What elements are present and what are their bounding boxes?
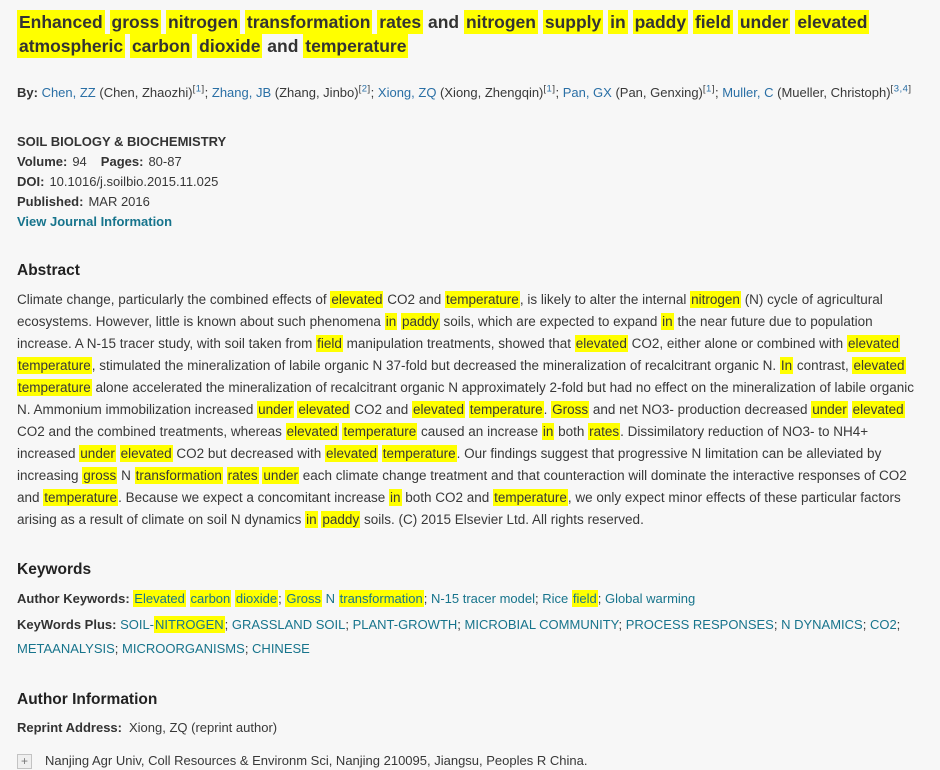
keyword-link[interactable]: field [572,591,597,606]
text-segment: , is likely to alter the internal [519,292,691,307]
highlighted-term: Enhanced [19,12,103,32]
text-segment: manipulation treatments, showed that [342,336,575,351]
highlighted-term: gross [83,468,117,483]
text-segment: By: [17,85,42,100]
affiliation-ref-link[interactable]: 2 [361,83,368,95]
text-segment: CO2 and [383,292,446,307]
text-segment: (Xiong, Zhengqin) [436,85,544,100]
keyword-link[interactable]: dioxide [235,591,278,606]
sup-bracket: ] [367,83,371,95]
address-row [17,752,924,770]
text-segment: (Zhang, Jinbo) [271,85,359,100]
highlighted-term: field [694,12,731,32]
highlighted-term: under [812,402,847,417]
keyword-link[interactable] [186,591,190,606]
keyword-link[interactable]: Global warming [604,591,696,606]
keywords-heading: Keywords [17,561,92,578]
text-segment: , we only expect minor effects of these particular factors arising as a result of climate on soil N dynamics [17,490,901,527]
abstract-text [17,289,924,531]
sup-bracket: ] [711,83,715,95]
highlighted-term: under [80,446,115,461]
keyword-link[interactable]: PLANT-GROWTH [352,617,458,632]
keyword-link[interactable]: transformation [339,591,423,606]
keyword-link[interactable]: N-15 tracer model [430,591,535,606]
highlighted-term: paddy [401,314,439,329]
keyword-link[interactable]: CHINESE [252,641,310,656]
affiliation-ref-link[interactable]: 1 [706,83,712,95]
text-segment: ; [896,617,901,632]
highlighted-term: rates [379,12,422,32]
text-segment: soils. (C) 2015 Elsevier Ltd. All rights reserved. [360,512,644,527]
text-segment: ; [204,85,212,100]
highlighted-term: temperature [494,490,567,505]
text-segment: and [423,12,464,32]
pages-label: Pages: [100,154,144,169]
text-segment: ; [345,617,353,632]
affiliation-ref-link[interactable]: 3,4 [893,83,909,95]
highlighted-term: temperature [446,292,519,307]
volume-label: Volume: [17,154,68,169]
text-segment: and [262,36,304,56]
highlighted-term: transformation [246,12,371,32]
highlighted-term: elevated [853,358,905,373]
text-segment: ; [535,591,543,606]
text-segment: . Dissimilatory reduction of NO3- to NH4+ increased [17,424,869,461]
highlighted-term: elevated [120,446,172,461]
highlighted-term: elevated [575,336,627,351]
text-segment: ; [114,641,123,656]
doi-line [17,172,924,192]
text-segment: soils, which are expected to expand [439,314,662,329]
sup-bracket: [ [192,83,196,95]
sup-bracket: [ [358,83,362,95]
text-segment: ; [370,85,378,100]
highlighted-term: atmospheric [19,36,124,56]
published-line [17,192,924,212]
text-segment: CO2, either alone or combined with [627,336,847,351]
keyword-link[interactable]: Gross [286,591,321,606]
doi-value: 10.1016/j.soilbio.2015.11.025 [49,174,219,189]
keyword-link[interactable]: N [322,591,339,606]
text-segment [105,12,110,32]
keyword-link[interactable]: SOIL- [120,617,155,632]
text-segment: CO2 and the combined treatments, whereas [17,424,286,439]
highlighted-term: temperature [469,402,543,417]
text-segment: ; [555,85,563,100]
highlighted-term: temperature [343,424,417,439]
highlighted-term: elevated [331,292,383,307]
highlighted-term: in [389,490,401,505]
text-segment: . Because we expect a concomitant increase [118,490,389,505]
keyword-link[interactable]: Elevated [134,591,185,606]
text-segment: N [117,468,135,483]
highlighted-term: temperature [44,490,118,505]
keyword-link[interactable]: carbon [190,591,231,606]
author-link[interactable]: Zhang, JB [211,85,272,100]
view-journal-information-link[interactable]: View Journal Information [17,214,173,229]
expand-address-button[interactable]: + [17,754,32,769]
text-segment: ; [597,591,605,606]
sup-bracket: ] [908,83,912,95]
text-segment: and net NO3- production decreased [589,402,812,417]
highlighted-term: nitrogen [168,12,239,32]
highlighted-term: transformation [135,468,222,483]
keyword-link[interactable]: MICROORGANISMS [122,641,245,656]
text-segment: both CO2 and [401,490,494,505]
reprint-address-value: Xiong, ZQ (reprint author) [128,720,278,735]
text-segment: ; [423,591,431,606]
highlighted-term: rates [227,468,258,483]
text-segment: ; [714,85,723,100]
text-segment: ; [224,617,232,632]
keyword-link[interactable]: MICROBIAL COMMUNITY [464,617,619,632]
author-link[interactable]: Xiong, ZQ [377,85,437,100]
journal-name: SOIL BIOLOGY & BIOCHEMISTRY [17,134,227,149]
highlighted-term: elevated [847,336,899,351]
highlighted-term: elevated [797,12,868,32]
author-link[interactable]: Muller, C [722,85,774,100]
text-segment: , stimulated the mineralization of labile organic N 37-fold but decreased the mineralization of recalcitrant organic N. [91,358,780,373]
highlighted-term: field [317,336,342,351]
keyword-link[interactable]: METAANALYSIS [17,641,115,656]
text-segment: CO2 but decreased with [172,446,325,461]
highlighted-term: temperature [382,446,456,461]
text-segment: ; [618,617,626,632]
keyword-link[interactable]: Rice [542,591,572,606]
affiliation-ref-link[interactable]: 1 [546,83,553,95]
text-segment: ; [244,641,253,656]
highlighted-term: paddy [322,512,360,527]
highlighted-term: temperature [18,358,91,373]
text-segment: (N) cycle of agricultural ecosystems. However, little is known about such phenomena [17,292,883,329]
abstract-heading: Abstract [17,262,80,279]
sup-bracket: [ [543,83,547,95]
author-link[interactable]: Chen, ZZ [41,85,96,100]
reprint-address-line [17,718,924,738]
highlighted-term: gross [111,12,160,32]
highlighted-term: elevated [852,402,904,417]
text-segment: KeyWords Plus: [17,617,121,632]
text-segment: contrast, [793,358,853,373]
highlighted-term: rates [589,424,620,439]
highlighted-term: elevated [286,424,338,439]
text-segment: alone accelerated the mineralization of recalcitrant organic N approximately 2-fold but had no effect on the mineralization of labile organic N. Ammonium immobilization increased [17,380,915,417]
text-segment: . [543,402,552,417]
highlighted-term: temperature [18,380,91,395]
author-keywords-line [17,587,924,611]
text-segment: each climate change treatment and that counteraction will dominate the interactive responses of CO2 and [17,468,907,505]
text-segment: Author Keywords: [17,591,134,606]
sup-bracket: ] [552,83,556,95]
sup-bracket: ] [201,83,205,95]
highlighted-term: under [258,402,293,417]
highlighted-term: dioxide [199,36,261,56]
journal-info [17,132,924,232]
highlighted-term: elevated [412,402,465,417]
keyword-link[interactable]: PROCESS RESPONSES [625,617,774,632]
text-segment [628,12,633,32]
highlighted-term: in [662,314,673,329]
highlighted-term: paddy [634,12,687,32]
text-segment [848,402,852,417]
keyword-link[interactable]: CO2 [869,617,897,632]
address-text: Nanjing Agr Univ, Coll Resources & Environm Sci, Nanjing 210095, Jiangsu, Peoples R China. [45,753,588,768]
highlighted-term: under [739,12,789,32]
keyword-link[interactable]: GRASSLAND SOIL [231,617,346,632]
doi-label: DOI: [17,174,45,189]
sup-bracket: [ [890,83,894,95]
article-title [17,10,922,58]
highlighted-term: nitrogen [691,292,740,307]
highlighted-term: In [780,358,793,373]
text-segment: ; [773,617,782,632]
volume-value: 94 [72,154,87,169]
keywords-plus-line [17,613,924,661]
published-value: MAR 2016 [88,194,150,209]
byline [17,82,924,104]
published-label: Published: [17,194,84,209]
keyword-link[interactable]: NITROGEN [155,617,224,632]
text-segment: caused an increase [417,424,542,439]
text-segment: (Mueller, Christoph) [773,85,891,100]
highlighted-term: supply [544,12,602,32]
highlighted-term: in [306,512,317,527]
highlighted-term: temperature [305,36,407,56]
highlighted-term: in [385,314,397,329]
highlighted-term: elevated [325,446,378,461]
text-segment: . Our findings suggest that progressive N limitation can be alleviated by increasing [17,446,882,483]
text-segment: (Pan, Genxing) [611,85,703,100]
author-link[interactable]: Pan, GX [562,85,612,100]
highlighted-term: Gross [552,402,589,417]
highlighted-term: elevated [298,402,350,417]
text-segment: both [554,424,589,439]
keyword-link[interactable]: N DYNAMICS [781,617,863,632]
highlighted-term: in [542,424,554,439]
volume-pages-line [17,152,924,172]
text-segment: CO2 and [350,402,412,417]
highlighted-term: under [263,468,298,483]
text-segment: ; [278,591,286,606]
highlighted-term: nitrogen [465,12,536,32]
highlighted-term: carbon [131,36,191,56]
text-segment: Climate change, particularly the combined effects of [17,292,331,307]
author-information-heading: Author Information [17,691,158,708]
text-segment: ; [457,617,465,632]
text-segment: the near future due to population increase. A N-15 tracer study, with soil taken from [17,314,873,351]
reprint-address-label: Reprint Address: [17,720,122,735]
highlighted-term: in [610,12,626,32]
pages-value: 80-87 [148,154,182,169]
affiliation-ref-link[interactable]: 1 [195,83,202,95]
text-segment: (Chen, Zhaozhi) [95,85,193,100]
text-segment: ; [862,617,870,632]
sup-bracket: [ [702,83,707,95]
